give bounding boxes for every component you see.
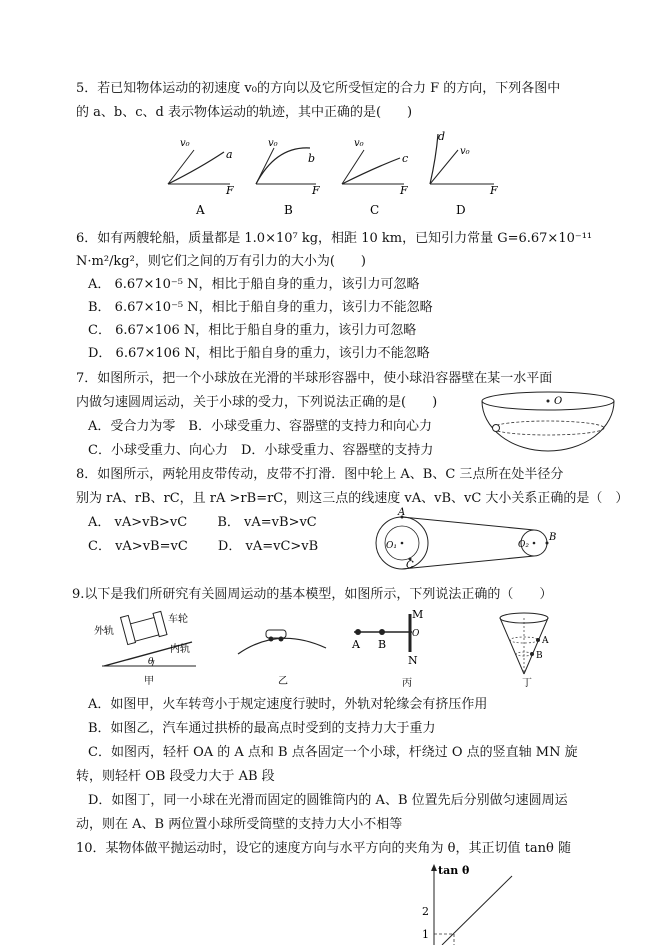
q6-option-b: B． 6.67×10⁻⁵ N，相比于船自身的重力，该引力不能忽略 <box>88 300 433 315</box>
q9-line1: 9.以下是我们所研究有关圆周运动的基本模型，如图所示，下列说法正确的（ ） <box>72 587 553 602</box>
q6-line1: 6．如有两艘轮船，质量都是 1.0×10⁷ kg，相距 10 km，已知引力常量 G=6.67×10⁻¹¹ <box>76 231 593 246</box>
q8-line1: 8．如图所示，两轮用皮带传动，皮带不打滑．图中轮上 A、B、C 三点所在处半径分 <box>76 467 564 482</box>
q5-figures <box>160 128 510 220</box>
svg-text:B: B <box>378 638 387 651</box>
svg-text:F: F <box>400 184 408 197</box>
svg-text:F: F <box>226 184 234 197</box>
svg-text:v₀: v₀ <box>268 138 278 149</box>
svg-text:θ: θ <box>148 657 154 667</box>
car-icon <box>266 630 286 638</box>
q5-label-d: D <box>456 203 466 217</box>
q6-option-a: A． 6.67×10⁻⁵ N，相比于船自身的重力，该引力可忽略 <box>88 277 420 292</box>
svg-text:v₀: v₀ <box>354 138 364 149</box>
q7-options-cd: C．小球受重力、向心力 D．小球受重力、容器壁的支持力 <box>88 443 434 458</box>
q5-label-b: B <box>284 203 293 217</box>
q9-option-c-line2: 转，则轻杆 OB 段受力大于 AB 段 <box>76 769 275 784</box>
q9-figures <box>94 608 574 692</box>
q6-line2: N·m²/kg²，则它们之间的万有引力的大小为( ) <box>76 254 366 269</box>
svg-text:B: B <box>549 532 557 543</box>
svg-text:M: M <box>412 608 424 621</box>
q9-figure-yi <box>238 630 326 687</box>
svg-text:丙: 丙 <box>402 678 412 689</box>
svg-text:d: d <box>438 130 446 143</box>
q10-graph <box>412 860 532 945</box>
q5-line2: 的 a、b、c、d 表示物体运动的轨迹，其中正确的是( ) <box>76 105 413 120</box>
svg-text:O₂: O₂ <box>518 540 529 550</box>
svg-text:车轮: 车轮 <box>168 614 188 625</box>
q7-options-ab: A．受合力为零 B．小球受重力、容器壁的支持力和向心力 <box>88 419 432 434</box>
q10-axis-label: tan θ <box>438 864 470 877</box>
q6-option-c: C． 6.67×106 N，相比于船自身的重力，该引力可忽略 <box>88 323 417 338</box>
q5-figure-a <box>168 138 234 217</box>
q9-option-c-line1: C．如图丙，轻杆 OA 的 A 点和 B 点各固定一个小球，杆绕过 O 点的竖直轴 MN 旋 <box>88 745 578 760</box>
q9-option-d-line1: D．如图丁，同一小球在光滑而固定的圆锥筒内的 A、B 位置先后分别做匀速圆周运 <box>88 793 568 808</box>
q9-figure-bing <box>351 608 423 689</box>
svg-text:A: A <box>398 507 406 518</box>
svg-text:c: c <box>402 152 409 165</box>
q9-option-d-line2: 动，则在 A、B 两位置小球所受筒壁的支持力大小不相等 <box>76 817 403 832</box>
q8-options-ab: A． vA>vB>vC B． vA=vB>vC <box>88 515 317 530</box>
q9-figure-ding <box>500 613 549 689</box>
svg-text:O: O <box>554 396 563 407</box>
q6-option-d: D． 6.67×106 N，相比于船自身的重力，该引力不能忽略 <box>88 346 430 361</box>
svg-text:C: C <box>406 560 414 571</box>
q10-line1: 10．某物体做平抛运动时，设它的速度方向与水平方向的夹角为 θ，其正切值 tanθ 随 <box>76 841 571 856</box>
q7-line2: 内做匀速圆周运动，关于小球的受力，下列说法正确的是( ) <box>76 395 438 410</box>
q9-option-a: A．如图甲，火车转弯小于规定速度行驶时，外轨对轮缘会有挤压作用 <box>88 697 488 712</box>
svg-text:B: B <box>536 651 543 661</box>
svg-text:b: b <box>308 152 316 165</box>
q8-belt-pulley-figure <box>372 506 572 576</box>
q7-line1: 7．如图所示，把一个小球放在光滑的半球形容器中，使小球沿容器壁在某一水平面 <box>76 371 553 386</box>
svg-text:A: A <box>542 636 549 646</box>
svg-text:v₀: v₀ <box>180 138 190 149</box>
svg-text:v₀: v₀ <box>460 146 470 157</box>
q7-hemisphere-figure <box>478 388 620 454</box>
q9-figure-jia <box>94 611 196 687</box>
svg-text:O: O <box>412 629 420 639</box>
svg-text:1: 1 <box>422 928 429 941</box>
svg-text:N: N <box>408 654 418 667</box>
ball-icon <box>493 425 500 432</box>
svg-text:内轨: 内轨 <box>170 644 190 655</box>
svg-text:O₁: O₁ <box>386 541 397 551</box>
svg-text:丁: 丁 <box>522 678 532 689</box>
svg-text:F: F <box>490 184 498 197</box>
svg-text:2: 2 <box>422 905 429 918</box>
svg-text:甲: 甲 <box>144 676 154 687</box>
q5-line1: 5．若已知物体运动的初速度 v₀的方向以及它所受恒定的合力 F 的方向，下列各图中 <box>76 81 561 96</box>
svg-text:外轨: 外轨 <box>94 626 114 637</box>
svg-text:乙: 乙 <box>278 676 288 687</box>
q5-figure-b <box>256 138 320 217</box>
q9-option-b: B．如图乙，汽车通过拱桥的最高点时受到的支持力大于重力 <box>88 721 436 736</box>
q5-label-c: C <box>370 203 380 217</box>
svg-text:F: F <box>312 184 320 197</box>
q8-line2: 别为 rA、rB、rC，且 rA >rB=rC，则这三点的线速度 vA、vB、vC 大小关系正确的是（ ） <box>76 491 629 506</box>
q5-label-a: A <box>196 203 205 217</box>
q5-figure-d <box>430 130 498 217</box>
q8-options-cd: C． vA>vB=vC D． vA=vC>vB <box>88 539 319 554</box>
svg-text:a: a <box>226 148 233 161</box>
q5-figure-c <box>342 138 408 217</box>
svg-text:A: A <box>352 638 360 651</box>
